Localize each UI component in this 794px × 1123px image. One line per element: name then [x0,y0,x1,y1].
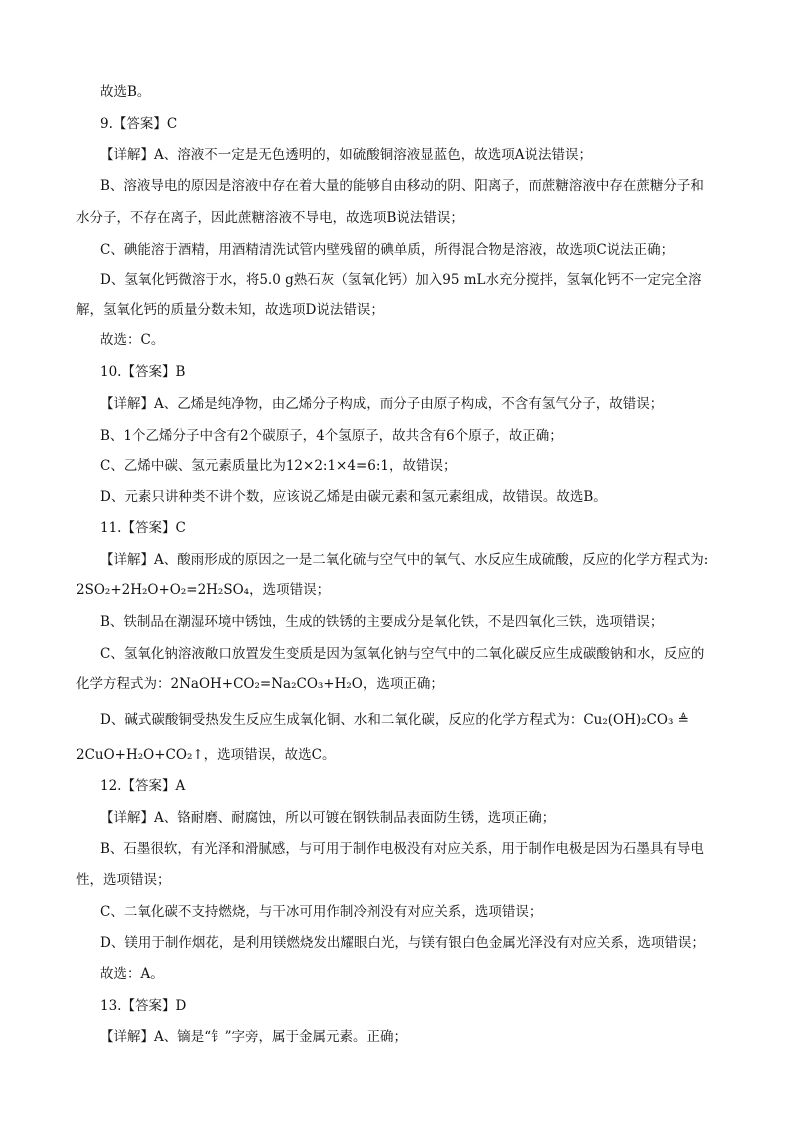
text-line: C、乙烯中碳、氢元素质量比为12×2:1×4=6:1，故错误； [100,458,457,474]
text-line: 【详解】A、镝是“钅”字旁，属于金属元素。正确； [100,1029,408,1045]
answer-heading-10: 10.【答案】B [100,364,186,380]
answer-heading-12: 12.【答案】A [100,778,186,794]
formula-line: 2SO₂+2H₂O+O₂=2H₂SO₄，选项错误； [76,582,331,598]
answer-heading-9: 9.【答案】C [100,116,178,132]
text-line: 解，氢氧化钙的质量分数未知，故选项D说法错误； [76,302,384,318]
text-line: B、石墨很软，有光泽和滑腻感，与可用于制作电极没有对应关系，用于制作电极是因为石墨具有导电 [100,841,704,857]
text-line: B、铁制品在潮湿环境中锈蚀，生成的铁锈的主要成分是氧化铁，不是四氧化三铁，选项错误； [100,614,664,630]
text-line: 故选：A。 [100,966,164,982]
text-line: 【详解】A、溶液不一定是无色透明的，如硫酸铜溶液显蓝色，故选项A说法错误； [100,147,592,163]
text-line: 故选B。 [100,84,151,100]
formula-line: 2CuO+H₂O+CO₂↑，选项错误，故选C。 [76,747,336,763]
formula-line: D、碱式碳酸铜受热发生反应生成氧化铜、水和二氧化碳，反应的化学方程式为：Cu₂(OH)₂CO₃ ≜ [100,712,689,728]
answer-heading-13: 13.【答案】D [100,998,187,1014]
text-line: 【详解】A、酸雨形成的原因之一是二氧化硫与空气中的氧气、水反应生成硫酸，反应的化学方程式为: [100,552,709,568]
text-line: B、溶液导电的原因是溶液中存在着大量的能够自由移动的阴、阳离子，而蔗糖溶液中存在蔗糖分子和 [100,178,704,194]
formula-line: 化学方程式为：2NaOH+CO₂=Na₂CO₃+H₂O，选项正确； [76,676,444,692]
text-line: 水分子，不存在离子，因此蔗糖溶液不导电，故选项B说法错误； [76,210,464,226]
text-line: C、氢氧化钠溶液敞口放置发生变质是因为氢氧化钠与空气中的二氧化碳反应生成碳酸钠和水，反应的 [100,646,705,662]
answer-heading-11: 11.【答案】C [100,520,186,536]
text-line: C、二氧化碳不支持燃烧，与干冰可用作制冷剂没有对应关系，选项错误； [100,904,543,920]
text-line: D、氢氧化钙微溶于水，将5.0 g熟石灰（氢氧化钙）加入95 mL水充分搅拌，氢氧化钙不一定完全溶 [100,272,702,288]
text-line: C、碘能溶于酒精，用酒精清洗试管内壁残留的碘单质，所得混合物是溶液，故选项C说法正确； [100,242,675,258]
text-line: D、元素只讲种类不讲个数，应该说乙烯是由碳元素和氢元素组成，故错误。故选B。 [100,489,607,505]
text-line: D、镁用于制作烟花，是利用镁燃烧发出耀眼白光，与镁有银白色金属光泽没有对应关系，选项错误； [100,935,705,951]
text-line: 【详解】A、铬耐磨、耐腐蚀，所以可镀在钢铁制品表面防生锈，选项正确； [100,810,556,826]
text-line: 故选：C。 [100,332,165,348]
text-line: B、1个乙烯分子中含有2个碳原子，4个氢原子，故共含有6个原子，故正确； [100,428,563,444]
text-line: 【详解】A、乙烯是纯净物，由乙烯分子构成，而分子由原子构成，不含有氢气分子，故错误； [100,396,664,412]
text-line: 性，选项错误； [76,872,171,888]
